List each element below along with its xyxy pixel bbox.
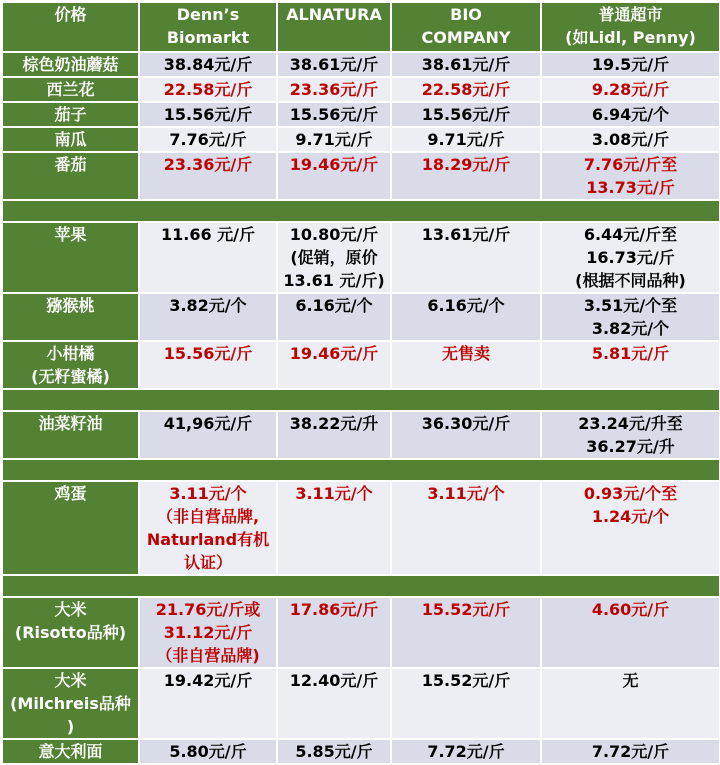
price-cell: 10.80元/斤 (促销，原价 13.61 元/斤) [277,222,391,293]
section-divider [2,575,720,597]
item-name: 番茄 [2,152,139,200]
table-row [2,77,720,102]
price-cell: 38.22元/升 [277,411,391,459]
price-cell: 15.56元/斤 [139,341,277,389]
price-cell: 19.46元/斤 [277,341,391,389]
header-regular-supermarket: 普通超市 (如Lidl, Penny) [541,2,720,52]
price-cell: 15.52元/斤 [391,668,541,739]
table-row [2,222,720,293]
price-cell: 3.82元/个 [139,293,277,341]
item-name: 猕猴桃 [2,293,139,341]
section-divider [2,459,720,481]
price-cell: 17.86元/斤 [277,597,391,668]
divider-band [2,200,720,222]
price-cell: 6.44元/斤至 16.73元/斤 (根据不同品种) [541,222,720,293]
price-cell: 6.16元/个 [391,293,541,341]
price-cell: 38.61元/斤 [277,52,391,77]
price-cell: 7.72元/斤 [541,739,720,764]
price-comparison-table [1,1,720,765]
price-cell: 19.42元/斤 [139,668,277,739]
price-cell: 无 [541,668,720,739]
price-cell: 6.16元/个 [277,293,391,341]
price-cell: 7.76元/斤 [139,127,277,152]
price-cell: 19.5元/斤 [541,52,720,77]
price-cell: 9.71元/斤 [277,127,391,152]
price-cell: 23.36元/斤 [139,152,277,200]
price-cell: 19.46元/斤 [277,152,391,200]
table-row [2,668,720,739]
price-cell: 13.61元/斤 [391,222,541,293]
price-cell: 15.56元/斤 [391,102,541,127]
divider-band [2,575,720,597]
price-cell: 5.80元/斤 [139,739,277,764]
price-cell: 6.94元/个 [541,102,720,127]
price-cell: 22.58元/斤 [391,77,541,102]
item-name: 意大利面 [2,739,139,764]
price-cell: 5.81元/斤 [541,341,720,389]
divider-band [2,389,720,411]
price-cell: 3.11元/个 （非自营品牌, Naturland有机 认证） [139,481,277,575]
price-cell: 7.72元/斤 [391,739,541,764]
table-row [2,127,720,152]
price-cell: 22.58元/斤 [139,77,277,102]
item-name: 西兰花 [2,77,139,102]
table-row [2,341,720,389]
item-name: 大米 (Risotto品种) [2,597,139,668]
price-cell: 0.93元/个至 1.24元/个 [541,481,720,575]
price-cell: 无售卖 [391,341,541,389]
table-row [2,152,720,200]
table-row [2,481,720,575]
header-row [2,2,720,52]
price-cell: 36.30元/斤 [391,411,541,459]
table-row [2,597,720,668]
price-cell: 15.56元/斤 [139,102,277,127]
item-name: 小柑橘 (无籽蜜橘) [2,341,139,389]
item-name: 油菜籽油 [2,411,139,459]
item-name: 苹果 [2,222,139,293]
price-cell: 3.51元/个至 3.82元/个 [541,293,720,341]
price-cell: 7.76元/斤至 13.73元/斤 [541,152,720,200]
price-cell: 9.28元/斤 [541,77,720,102]
price-cell: 5.85元/斤 [277,739,391,764]
price-cell: 18.29元/斤 [391,152,541,200]
price-cell: 41,96元/斤 [139,411,277,459]
table-row [2,52,720,77]
section-divider [2,389,720,411]
divider-band [2,459,720,481]
price-cell: 15.56元/斤 [277,102,391,127]
price-cell: 3.08元/斤 [541,127,720,152]
price-cell: 12.40元/斤 [277,668,391,739]
table-row [2,293,720,341]
price-cell: 21.76元/斤或 31.12元/斤 （非自营品牌) [139,597,277,668]
header-price: 价格 [2,2,139,52]
price-cell: 3.11元/个 [277,481,391,575]
header-denns: Denn’s Biomarkt [139,2,277,52]
item-name: 茄子 [2,102,139,127]
section-divider [2,200,720,222]
item-name: 鸡蛋 [2,481,139,575]
price-cell: 23.24元/升至 36.27元/升 [541,411,720,459]
item-name: 大米 (Milchreis品种 ) [2,668,139,739]
header-bio-company: BIO COMPANY [391,2,541,52]
table-row [2,102,720,127]
price-cell: 11.66 元/斤 [139,222,277,293]
price-cell: 9.71元/斤 [391,127,541,152]
table-row [2,411,720,459]
price-cell: 38.61元/斤 [391,52,541,77]
price-cell: 38.84元/斤 [139,52,277,77]
price-cell: 3.11元/个 [391,481,541,575]
header-alnatura: ALNATURA [277,2,391,52]
price-cell: 23.36元/斤 [277,77,391,102]
item-name: 南瓜 [2,127,139,152]
item-name: 棕色奶油蘑菇 [2,52,139,77]
price-cell: 15.52元/斤 [391,597,541,668]
price-cell: 4.60元/斤 [541,597,720,668]
